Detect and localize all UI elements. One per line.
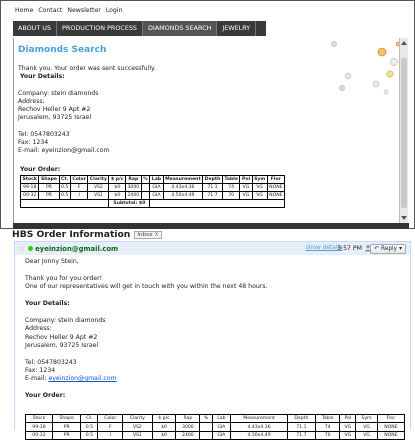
col-sym: Sym bbox=[254, 177, 266, 182]
cell: NONE bbox=[269, 193, 283, 198]
address-line1: Rechov Heller 9 Apt #2 bbox=[18, 106, 91, 113]
cell bbox=[141, 192, 150, 200]
order-table bbox=[20, 175, 285, 208]
reply-arrow-icon: ↶ bbox=[374, 245, 380, 252]
fax: Fax: 1234 bbox=[18, 139, 49, 146]
cell: 74 bbox=[222, 184, 240, 192]
email-subject: HBS Order Information bbox=[12, 229, 131, 240]
thanks-line: Thank you for you order! bbox=[25, 274, 103, 282]
cell: $0 bbox=[152, 423, 176, 431]
cell: 2400 bbox=[127, 193, 140, 198]
company: Company: stein diamonds bbox=[18, 90, 99, 97]
tel: Tel: 0547803243 bbox=[18, 131, 70, 138]
col-measurement: Measurement bbox=[165, 177, 201, 182]
main-nav-diamonds-search[interactable]: DIAMONDS SEARCH bbox=[143, 21, 217, 36]
remove-label-icon[interactable]: X bbox=[154, 231, 159, 238]
cell: F bbox=[98, 423, 123, 431]
col-measurement: Measurement bbox=[231, 415, 288, 423]
company: Company: stein diamonds bbox=[25, 316, 106, 324]
cell: 74 bbox=[315, 423, 339, 431]
tel: Tel: 0547803243 bbox=[25, 358, 77, 366]
col-percent: % bbox=[200, 415, 212, 423]
cell bbox=[21, 200, 109, 208]
cell: VG bbox=[240, 192, 252, 200]
cell: 00-32 bbox=[26, 431, 53, 439]
main-nav-production[interactable]: PRODUCTION PROCESS bbox=[57, 21, 143, 36]
col-ct: Ct. bbox=[61, 177, 69, 182]
cell: VG bbox=[240, 184, 252, 192]
col-clarity: Clarity bbox=[123, 415, 153, 423]
main-nav-about[interactable]: ABOUT US bbox=[13, 21, 57, 36]
col-lab: Lab bbox=[212, 415, 231, 423]
cell: 0.5 bbox=[81, 431, 98, 439]
col-pol: Pol bbox=[340, 415, 356, 423]
col-depth: Depth bbox=[204, 177, 221, 182]
cell: PR bbox=[52, 423, 81, 431]
table-row bbox=[21, 184, 285, 192]
cell: VG bbox=[356, 423, 378, 431]
col-rap: Rap bbox=[176, 415, 200, 423]
scroll-thumb[interactable] bbox=[401, 58, 407, 208]
cell: 3000 bbox=[176, 423, 200, 431]
chevron-down-icon: ▾ bbox=[399, 245, 402, 252]
cell: 70 bbox=[315, 431, 339, 439]
address-label: Address: bbox=[25, 325, 52, 333]
email-time: 3:57 PM bbox=[337, 245, 362, 252]
content-scrollbar[interactable] bbox=[399, 38, 408, 223]
email-body bbox=[25, 258, 268, 401]
cell: 71.7 bbox=[203, 192, 223, 200]
col-percent: % bbox=[143, 177, 148, 182]
cell: 99-18 bbox=[26, 423, 53, 431]
top-nav-login[interactable]: Login bbox=[105, 7, 123, 14]
address-line1: Rechov Heller 9 Apt #2 bbox=[25, 333, 98, 341]
table-header-row bbox=[21, 176, 285, 184]
cell: 4.43x4.36 bbox=[231, 423, 288, 431]
cell: VS2 bbox=[88, 184, 109, 192]
cell: 71.7 bbox=[287, 431, 315, 439]
cell: GIA bbox=[150, 184, 163, 192]
order-heading: Your Order: bbox=[25, 392, 66, 400]
col-color: Color bbox=[98, 415, 123, 423]
cell: 71.1 bbox=[203, 184, 223, 192]
email-line bbox=[25, 375, 268, 383]
details-heading: Your Details: bbox=[25, 299, 70, 307]
cell: NONE bbox=[377, 423, 404, 431]
cell: F bbox=[70, 184, 88, 192]
cell: PR bbox=[39, 192, 59, 200]
cell: VG bbox=[252, 184, 267, 192]
col-sym: Sym bbox=[356, 415, 378, 423]
cell bbox=[141, 184, 150, 192]
cell: VG bbox=[252, 192, 267, 200]
cell: VG bbox=[356, 431, 378, 439]
email-link[interactable]: eyeinzion@gmail.com bbox=[48, 375, 117, 383]
cell: NONE bbox=[377, 431, 404, 439]
col-price: $ p/c bbox=[152, 415, 176, 423]
col-color: Color bbox=[72, 177, 86, 182]
top-nav bbox=[15, 7, 123, 14]
cell: 4.43x4.36 bbox=[163, 184, 203, 192]
cell: $0 bbox=[109, 192, 126, 200]
col-flor: Flor bbox=[377, 415, 404, 423]
col-pol: Pol bbox=[241, 177, 251, 182]
scroll-up-icon[interactable] bbox=[401, 41, 407, 45]
success-message: Thank you. Your order was sent successfully. bbox=[18, 65, 156, 72]
cell: GIA bbox=[212, 431, 231, 439]
sender-address[interactable]: eyeinzion@gmail.com bbox=[35, 244, 119, 253]
inbox-label-text: Inbox bbox=[137, 231, 153, 238]
contact-note: One of our representatives will get in touch with you within the next 48 hours. bbox=[25, 283, 268, 291]
cell: $0 bbox=[109, 184, 126, 192]
col-table: Table bbox=[224, 177, 238, 182]
cell: VS1 bbox=[123, 431, 153, 439]
gmail-view bbox=[0, 229, 415, 438]
cell: VG bbox=[340, 423, 356, 431]
table-subtotal-row bbox=[21, 200, 285, 208]
main-nav bbox=[13, 21, 266, 36]
main-nav-jewelry[interactable]: JEWELRY bbox=[217, 21, 256, 36]
greeting: Dear Jonny Stein, bbox=[25, 258, 79, 265]
cell: VG bbox=[340, 431, 356, 439]
col-shape: Shape bbox=[52, 415, 81, 423]
table-row bbox=[26, 431, 405, 439]
cell: I bbox=[98, 431, 123, 439]
table-row bbox=[21, 192, 285, 200]
col-flor: Flor bbox=[267, 176, 284, 184]
table-header-row bbox=[26, 415, 405, 423]
cell: GIA bbox=[150, 192, 163, 200]
cell bbox=[200, 431, 212, 439]
cell: VS1 bbox=[88, 192, 109, 200]
site-content bbox=[13, 38, 400, 223]
fax: Fax: 1234 bbox=[25, 367, 56, 375]
cell: I bbox=[70, 192, 88, 200]
col-table: Table bbox=[315, 415, 339, 423]
table-row bbox=[26, 423, 405, 431]
show-details-link[interactable]: show details bbox=[305, 245, 342, 251]
email: E-mail: eyeinzion@gmail.com bbox=[18, 147, 110, 154]
top-nav-contact[interactable]: Contact bbox=[38, 7, 63, 14]
cell: PR bbox=[52, 431, 81, 439]
reply-button[interactable] bbox=[370, 244, 406, 254]
cell: NONE bbox=[269, 185, 283, 190]
sender-bar bbox=[15, 242, 410, 255]
online-status-icon bbox=[28, 246, 33, 251]
cell: 0.5 bbox=[81, 423, 98, 431]
address-label: Address: bbox=[18, 98, 45, 105]
section-title: Diamonds Search bbox=[18, 45, 107, 55]
inbox-label bbox=[134, 231, 161, 239]
cell bbox=[150, 200, 285, 208]
col-clarity: Clarity bbox=[89, 177, 107, 182]
col-ct: Ct. bbox=[81, 415, 98, 423]
top-nav-home[interactable]: Home bbox=[15, 7, 34, 14]
cell: 99-18 bbox=[21, 184, 39, 192]
col-depth: Depth bbox=[287, 415, 315, 423]
cell: 2400 bbox=[176, 431, 200, 439]
subtotal: Subtotal: $0 bbox=[109, 200, 150, 208]
cell: 0.5 bbox=[61, 193, 69, 198]
col-stock: Stock bbox=[26, 415, 53, 423]
star-icon[interactable]: ☆ bbox=[18, 244, 26, 253]
cell: 4.50x4.49 bbox=[231, 431, 288, 439]
cell: 3000 bbox=[127, 185, 140, 190]
details-heading: Your Details: bbox=[20, 73, 65, 80]
col-price: $ p/c bbox=[110, 177, 124, 182]
col-shape: Shape bbox=[40, 177, 58, 182]
order-table bbox=[25, 414, 405, 440]
cell: VS2 bbox=[123, 423, 153, 431]
cell: 00-32 bbox=[21, 192, 39, 200]
col-stock: Stock bbox=[22, 177, 37, 182]
scroll-down-icon[interactable] bbox=[401, 216, 407, 220]
address-line2: Jerusalem, 93725 Israel bbox=[25, 341, 99, 349]
col-rap: Rap bbox=[125, 176, 141, 184]
col-lab: Lab bbox=[151, 177, 162, 182]
cell: $0 bbox=[152, 431, 176, 439]
cell: 0.5 bbox=[61, 185, 69, 190]
reply-label: Reply bbox=[381, 245, 398, 252]
cell: GIA bbox=[212, 423, 231, 431]
cell: 4.50x4.49 bbox=[163, 192, 203, 200]
address-line2: Jerusalem, 93725 Israel bbox=[18, 114, 92, 121]
order-heading: Your Order: bbox=[20, 166, 61, 173]
cell: 70 bbox=[222, 192, 240, 200]
gmail-header bbox=[0, 229, 415, 240]
email-label: E-mail: bbox=[25, 375, 49, 383]
top-nav-newsletter[interactable]: Newsletter bbox=[67, 7, 101, 14]
email-message bbox=[14, 241, 411, 438]
cell: 71.1 bbox=[287, 423, 315, 431]
cell: PR bbox=[39, 184, 59, 192]
diamonds-image bbox=[320, 40, 400, 108]
cell bbox=[200, 423, 212, 431]
